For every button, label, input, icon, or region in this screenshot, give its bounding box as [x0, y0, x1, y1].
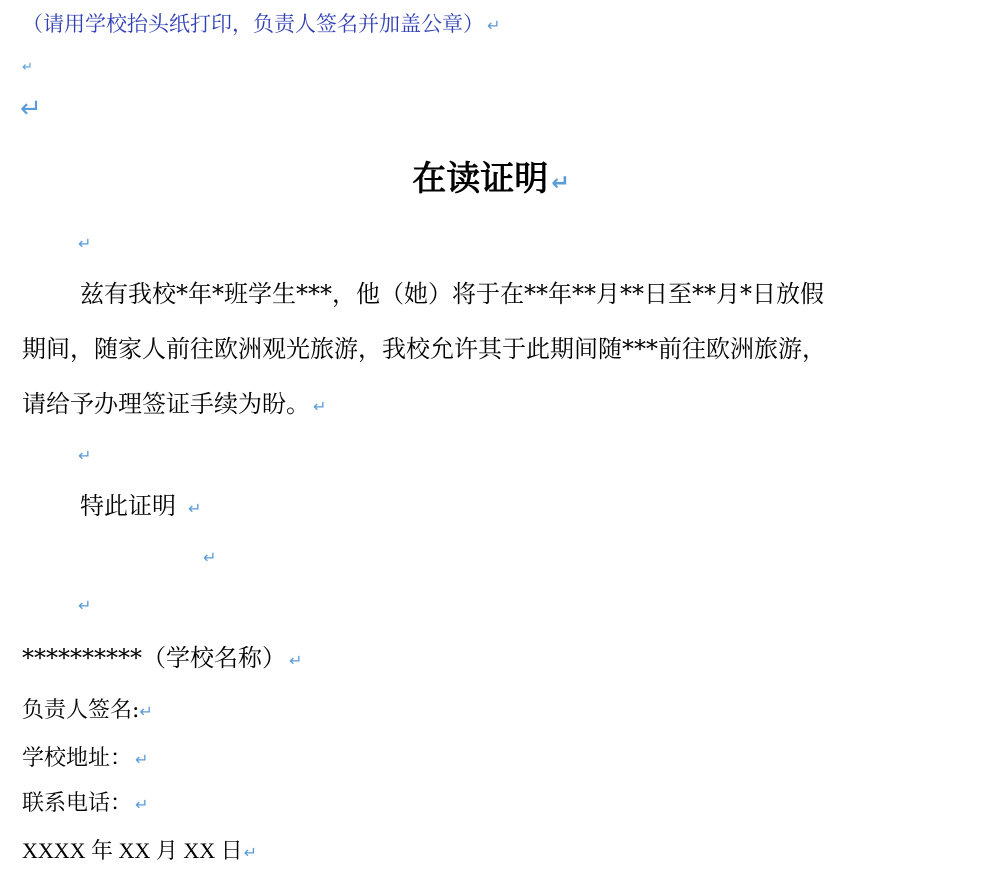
date-line	[22, 840, 257, 862]
paragraph-mark-icon: ↵	[551, 171, 570, 196]
date-text: XXXX 年 XX 月 XX 日	[22, 838, 243, 863]
paragraph-mark-icon: ↵	[139, 702, 153, 721]
signature-label: 负责人签名:	[22, 698, 140, 723]
empty-paragraph	[78, 448, 91, 464]
document-title-text: 在读证明	[412, 159, 549, 199]
paragraph-mark-icon: ↵	[289, 651, 303, 670]
body-paragraph-text: 请给予办理签证手续为盼。	[22, 390, 310, 418]
phone-line	[22, 793, 148, 815]
paragraph-mark-icon: ↵	[78, 446, 92, 465]
paragraph-mark-icon: ↵	[22, 60, 33, 75]
closing-phrase	[80, 494, 201, 518]
address-line	[22, 748, 148, 770]
closing-text: 特此证明	[80, 492, 176, 520]
body-paragraph-line-last	[22, 392, 326, 416]
signature-line	[22, 700, 153, 722]
document-title	[0, 159, 982, 199]
body-paragraph-line: 期间，随家人前往欧洲观光旅游，我校允许其于此期间随***前往欧洲旅游，	[22, 335, 826, 363]
empty-paragraph	[20, 96, 42, 122]
paragraph-mark-icon: ↵	[78, 234, 92, 253]
print-instruction-text: （请用学校抬头纸打印，负责人签名并加盖公章）	[22, 12, 484, 36]
address-label: 学校地址：	[22, 746, 133, 771]
paragraph-mark-icon: ↵	[188, 499, 202, 518]
paragraph-mark-icon: ↵	[78, 596, 92, 615]
phone-label: 联系电话：	[22, 791, 133, 816]
empty-paragraph	[203, 550, 216, 566]
paragraph-mark-icon: ↵	[313, 397, 327, 416]
print-instruction-note	[22, 14, 500, 35]
school-name-text: **********（学校名称）	[22, 644, 286, 672]
school-name-line	[22, 646, 302, 670]
empty-paragraph	[78, 236, 91, 252]
paragraph-mark-icon: ↵	[243, 843, 258, 862]
paragraph-mark-icon: ↵	[487, 16, 501, 35]
body-paragraph-line: 兹有我校*年*班学生***，他（她）将于在**年**月**日至**月*日放假	[80, 280, 824, 308]
paragraph-mark-icon: ↵	[20, 94, 42, 124]
empty-paragraph	[78, 598, 91, 614]
empty-paragraph	[22, 58, 33, 74]
paragraph-mark-icon: ↵	[135, 750, 149, 769]
paragraph-mark-icon: ↵	[135, 795, 149, 814]
paragraph-mark-icon: ↵	[203, 548, 217, 567]
